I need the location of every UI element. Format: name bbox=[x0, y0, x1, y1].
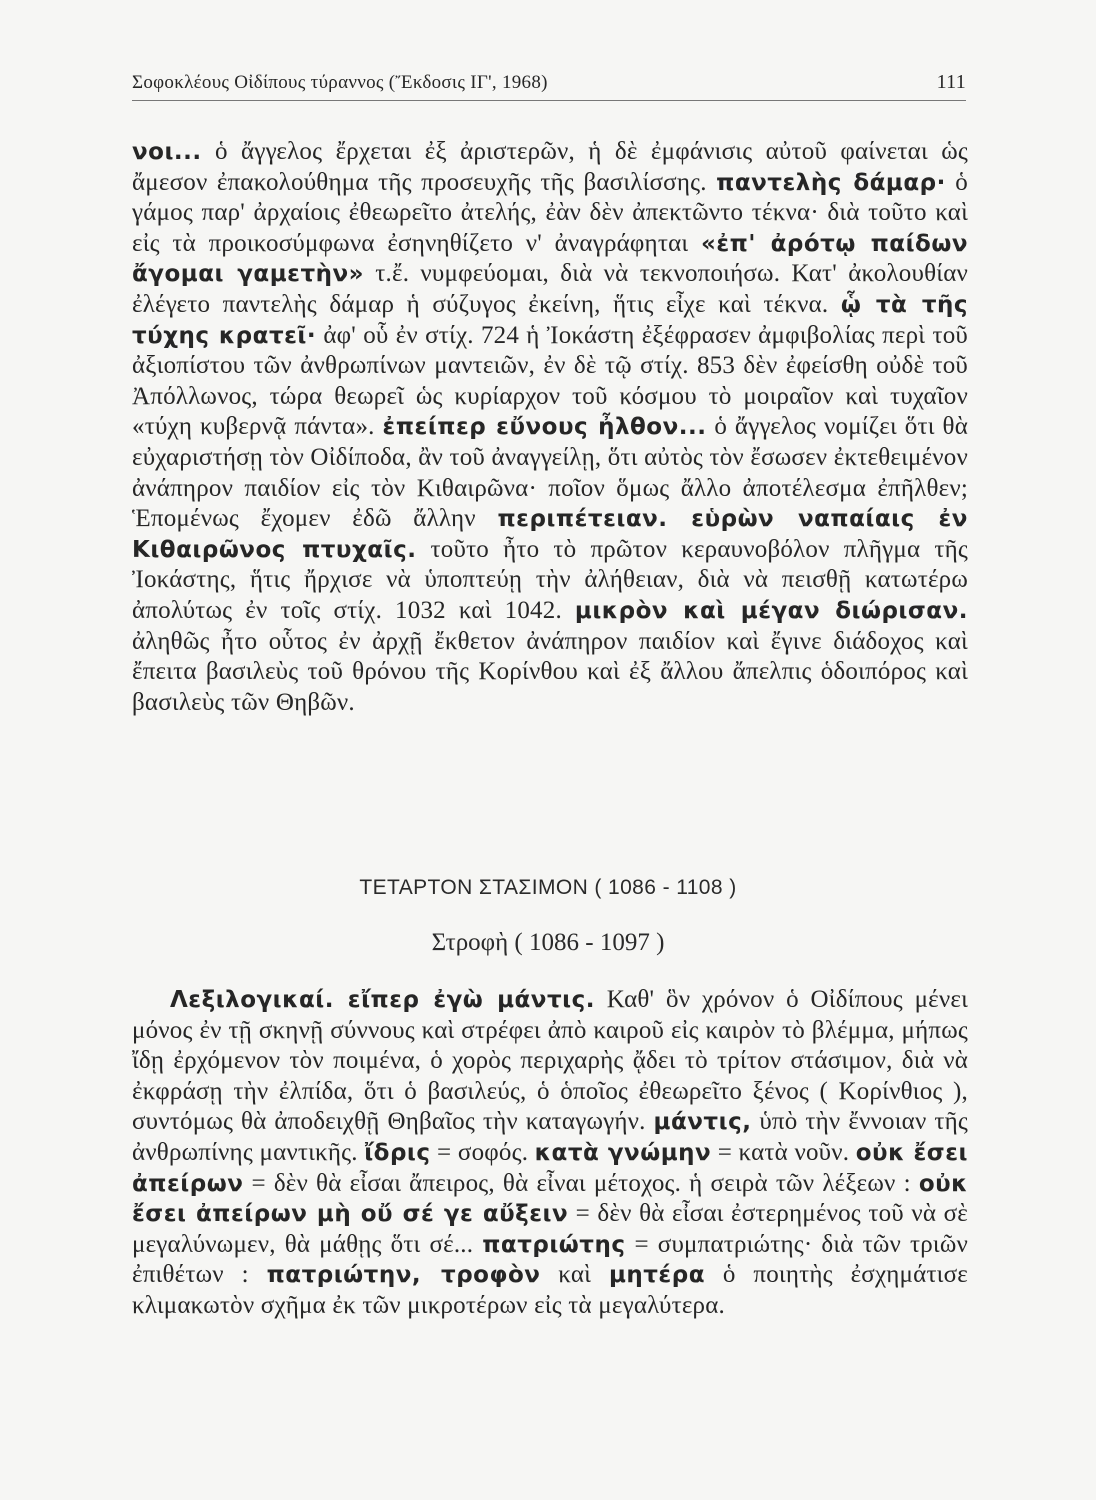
lemma-term: ἐπείπερ εὔνους ἦλθον... bbox=[382, 414, 707, 441]
section-heading: ΤΕΤΑΡΤΟΝ ΣΤΑΣΙΜΟΝ ( 1086 - 1108 ) bbox=[359, 876, 737, 899]
lemma-term: πατριώτης bbox=[482, 1231, 626, 1258]
commentary-text: Καθ' ὃν χρόνον ὁ Οἰδίπους μένει μόνος ἐν τῇ σκηνῇ σύννους καὶ στρέφει ἀπὸ καιροῦ εἰς καιρὸν τὸ βλέμμα, μήπως ἴδῃ ἐρχόμενον τὸν ποιμένα, ὁ χορὸς περιχαρὴς ᾄδει τὸ τρίτον στάσιμον, διὰ νὰ ἐκφράσῃ τὴν ἐλπίδα, ὅτι ὁ βασιλεύς, ὁ ὁποῖος ἐθεωρεῖτο ξένος ( Κορίνθιος ), συντόμως θὰ ἀποδειχθῇ Θηβαῖος τὴν καταγωγήν. bbox=[132, 986, 969, 1136]
page-number: 111 bbox=[936, 71, 966, 93]
commentary-text: ὁ ποιητὴς ἐσχημάτισε κλιμακωτὸν σχῆμα ἐκ τῶν μικροτέρων εἰς τὰ μεγαλύτερα. bbox=[132, 1261, 968, 1319]
commentary-text: = σοφός. bbox=[430, 1138, 535, 1166]
lemma-term: ἴδρις bbox=[364, 1139, 431, 1166]
commentary-text: = δὲν θὰ εἶσαι ἐστερημένος τοῦ νὰ σὲ μεγαλύνωμεν, θὰ μάθῃς ὅτι σέ... bbox=[132, 1200, 968, 1258]
section-subheading: Στροφὴ ( 1086 - 1097 ) bbox=[431, 929, 665, 956]
header-title: Σοφοκλέους Οἰδίπους τύραννος (Ἔκδοσις ΙΓ', 1968) bbox=[132, 72, 548, 93]
commentary-text: ὁ γάμος παρ' ἀρχαίοις ἐθεωρεῖτο ἀτελής, ἐὰν δὲν ἀπεκτῶντο τέκνα· διὰ τοῦτο καὶ εἰς τὰ προικοσύμφωνα ἐσηνηθίζετο ν' ἀναγράφηται bbox=[132, 168, 968, 257]
lemma-term: μικρὸν καὶ μέγαν διώρισαν. bbox=[574, 597, 968, 624]
lemma-term: μητέρα bbox=[608, 1262, 705, 1289]
lemma-term: νοι... bbox=[132, 139, 202, 165]
lemma-term: ᾧ τὰ τῆς τύχης κρατεῖ· bbox=[132, 291, 968, 349]
commentary-text: = κατὰ νοῦν. bbox=[711, 1138, 856, 1166]
commentary-text: τοῦτο ἦτο τὸ πρῶτον κεραυνοβόλον πλῆγμα τῆς Ἰοκάστης, ἥτις ἤρχισε νὰ ὑποπτεύῃ τὴν ἀλήθειαν, διὰ νὰ πεισθῇ κατωτέρω ἀπολύτως ἐν τοῖς στίχ. 1032 καὶ 1042. bbox=[132, 535, 968, 624]
lemma-term: παντελὴς δάμαρ· bbox=[716, 169, 946, 196]
commentary-paragraph-1 bbox=[132, 137, 968, 718]
lemma-term: οὐκ ἔσει ἀπείρων μὴ οὔ σέ γε αὔξειν bbox=[132, 1170, 968, 1228]
lemma-term: πατριώτην, τροφὸν bbox=[266, 1262, 541, 1289]
lemma-term: οὐκ ἔσει ἀπείρων bbox=[132, 1139, 968, 1197]
lemma-term: κατὰ γνώμην bbox=[534, 1139, 712, 1166]
commentary-text: ἀληθῶς ἦτο οὗτος ἐν ἀρχῇ ἔκθετον ἀνάπηρον παιδίον καὶ ἔγινε διάδοχος καὶ ἔπειτα βασιλεὺς τοῦ θρόνου τῆς Κορίνθου καὶ ἐξ ἄλλου ἄπελπις ὁδοιπόρος καὶ βασιλεὺς τῶν Θηβῶν. bbox=[132, 627, 968, 716]
commentary-text: = δὲν θὰ εἶσαι ἄπειρος, θὰ εἶναι μέτοχος. ἡ σειρὰ τῶν λέξεων : bbox=[243, 1169, 919, 1197]
commentary-text: ὁ ἄγγελος ἔρχεται ἐξ ἀριστερῶν, ἡ δὲ ἐμφάνισις αὐτοῦ φαίνεται ὡς ἄμεσον ἐπακολούθημα τῆς προσευχῆς τῆς βασιλίσσης. bbox=[132, 138, 968, 196]
lemma-term: περιπέτειαν. εὑρὼν ναπαίαις ἐν Κιθαιρῶνος πτυχαῖς. bbox=[132, 506, 968, 563]
commentary-text: ἀφ' οὗ ἐν στίχ. 724 ἡ Ἰοκάστη ἐξέφρασεν ἀμφιβολίας περὶ τοῦ ἀξιοπίστου τῶν ἀνθρωπίνων μαντειῶν, ἐν δὲ τῷ στίχ. 853 δὲν ἐφείσθη οὐδὲ τοῦ Ἀπόλλωνος, τώρα θεωρεῖ ὡς κυρίαρχον τοῦ κόσμου τὸ μοιραῖον καὶ τυχαῖον «τύχη κυβερνᾷ πάντα». bbox=[132, 321, 968, 441]
lemma-term: Λεξιλογικαί. εἴπερ ἐγὼ μάντις. bbox=[170, 987, 595, 1013]
commentary-text: τ.ἔ. νυμφεύομαι, διὰ νὰ τεκνοποιήσω. Κατ' ἀκολουθίαν ἐλέγετο παντελὴς δάμαρ ἡ σύζυγος ἐκείνη, ἥτις εἶχε καὶ τέκνα. bbox=[132, 260, 968, 318]
commentary-text: = συμπατριώτης· διὰ τῶν τριῶν ἐπιθέτων : bbox=[132, 1230, 968, 1289]
commentary-text: καὶ bbox=[540, 1261, 609, 1289]
running-header bbox=[132, 62, 966, 101]
commentary-paragraph-2 bbox=[132, 985, 968, 1322]
commentary-text: ὑπὸ τὴν ἔννοιαν τῆς ἀνθρωπίνης μαντικῆς. bbox=[132, 1108, 968, 1166]
lemma-term: «ἐπ' ἀρότῳ παίδων ἄγομαι γαμετὴν» bbox=[132, 230, 969, 288]
commentary-text: ὁ ἄγγελος νομίζει ὅτι θὰ εὐχαριστήσῃ τὸν Οἰδίποδα, ἂν τοῦ ἀναγγείλῃ, ὅτι αὐτὸς τὸν ἔσωσεν ἐκτεθειμένον ἀνάπηρον παιδίον εἰς τὸν Κιθαιρῶνα· ποῖον ὅμως ἄλλο ἀποτέλεσμα ἐπῆλθεν; Ἑπομένως ἔχομεν ἐδῶ ἄλλην bbox=[132, 413, 968, 533]
lemma-term: μάντις, bbox=[653, 1109, 752, 1136]
